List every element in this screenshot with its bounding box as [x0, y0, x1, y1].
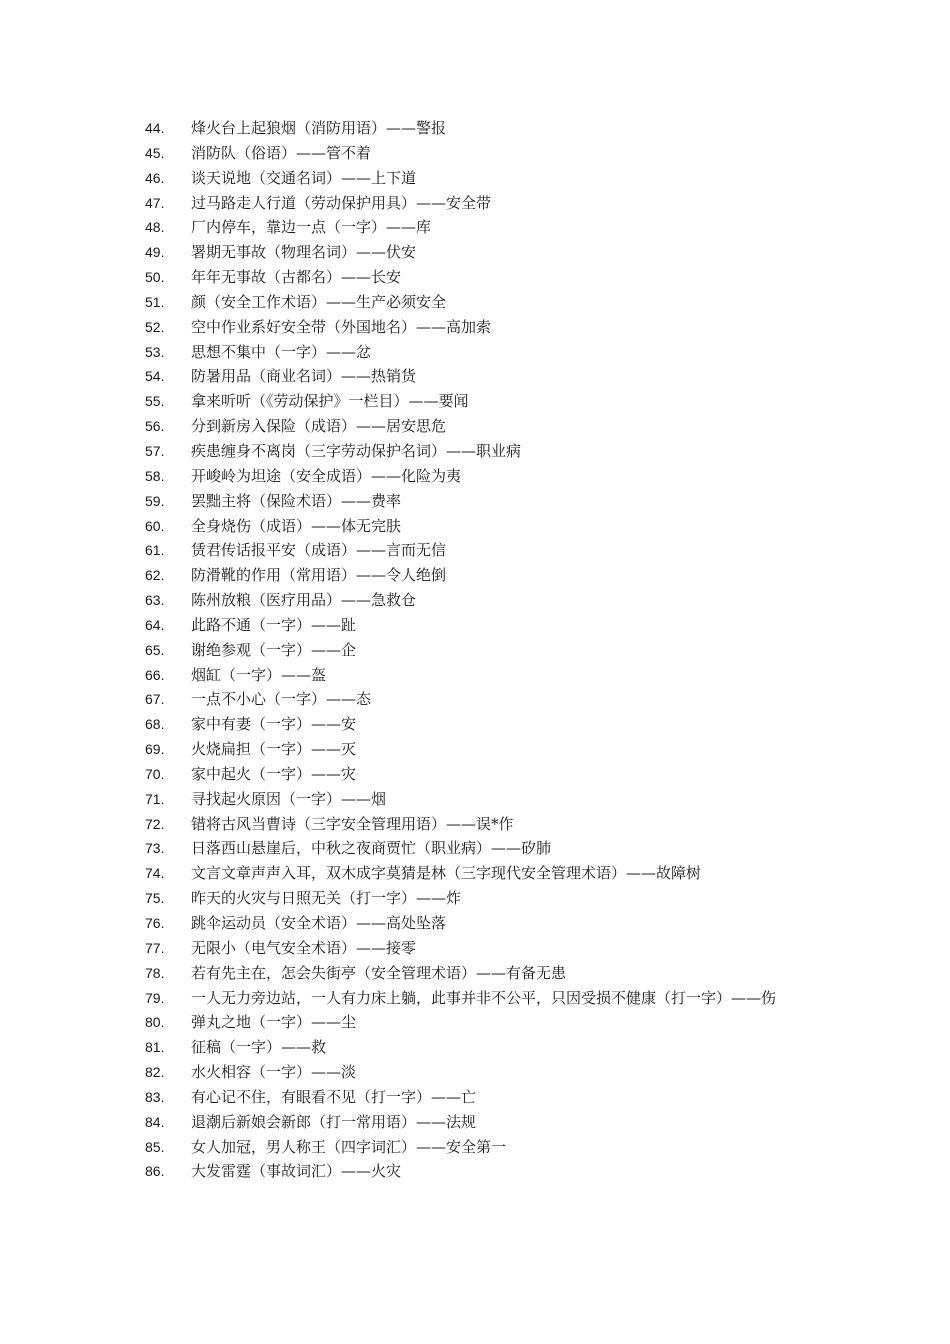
item-number: 49. — [145, 244, 165, 261]
list-item — [145, 389, 815, 414]
item-text: 跳伞运动员（安全术语）——高处坠落 — [191, 914, 447, 932]
item-number: 66. — [145, 666, 165, 683]
item-text: 罢黜主将（保险术语）——费率 — [191, 491, 402, 510]
list-item — [145, 1085, 815, 1110]
list-item — [145, 911, 815, 936]
item-number: 51. — [145, 293, 165, 310]
list-item — [145, 191, 815, 216]
item-text: 疾患缠身不离岗（三字劳动保护名词）——职业病 — [191, 441, 522, 460]
item-number: 53. — [145, 343, 165, 360]
item-number: 70. — [145, 765, 165, 782]
item-number: 61. — [145, 542, 165, 559]
item-number: 52. — [145, 318, 165, 335]
list-item — [145, 961, 815, 986]
item-number: 65. — [145, 641, 165, 658]
list-item — [145, 861, 815, 886]
item-text: 陈州放粮（医疗用品）——急救仓 — [191, 591, 417, 610]
item-number: 85. — [145, 1138, 165, 1155]
item-number: 81. — [145, 1039, 165, 1056]
item-text: 颜（安全工作术语）——生产必须安全 — [191, 292, 447, 311]
list-item — [145, 687, 815, 712]
item-number: 83. — [145, 1088, 165, 1105]
item-number: 48. — [145, 219, 165, 236]
item-number: 69. — [145, 741, 165, 758]
list-item — [145, 613, 815, 638]
list-item — [145, 489, 815, 514]
list-item — [145, 215, 815, 240]
list-item — [145, 663, 815, 688]
item-text: 有心记不住，有眼看不见（打一字）——亡 — [191, 1087, 477, 1106]
item-text: 过马路走人行道（劳动保护用具）——安全带 — [191, 193, 492, 212]
item-text: 水火相容（一字）——淡 — [191, 1063, 357, 1082]
item-number: 80. — [145, 1014, 165, 1031]
item-number: 58. — [145, 467, 165, 484]
item-number: 84. — [145, 1113, 165, 1130]
list-item — [145, 836, 815, 861]
item-number: 82. — [145, 1064, 165, 1081]
list-item — [145, 737, 815, 762]
item-text: 退潮后新娘会新郎（打一常用语）——法规 — [191, 1112, 477, 1131]
item-text: 年年无事故（古都名）——长安 — [191, 268, 402, 287]
item-text: 家中有妻（一字）——安 — [191, 715, 357, 734]
item-text: 日落西山悬崖后，中秋之夜商贾忙（职业病）——矽肺 — [191, 839, 552, 858]
item-text: 烟缸（一字）——盔 — [191, 665, 327, 684]
list-item — [145, 315, 815, 340]
list-item — [145, 514, 815, 539]
item-number: 78. — [145, 964, 165, 981]
list-item — [145, 886, 815, 911]
item-text: 空中作业系好安全带（外国地名）——高加索 — [191, 317, 492, 336]
item-number: 68. — [145, 716, 165, 733]
list-item — [145, 240, 815, 265]
list-item — [145, 538, 815, 563]
list-item — [145, 812, 815, 837]
list-item — [145, 1035, 815, 1060]
item-text: 征稿（一字）——救 — [191, 1038, 327, 1057]
item-text: 厂内停车，靠边一点（一字）——库 — [191, 218, 432, 237]
item-number: 75. — [145, 890, 165, 907]
item-number: 63. — [145, 592, 165, 609]
list-item — [145, 265, 815, 290]
item-number: 47. — [145, 194, 165, 211]
item-text: 署期无事故（物理名词）——伏安 — [191, 243, 417, 262]
item-number: 44. — [145, 120, 165, 136]
item-text: 开峻岭为坦途（安全成语）——化险为夷 — [191, 466, 462, 485]
item-text: 大发雷霆（事故词汇）——火灾 — [191, 1162, 402, 1181]
list-item — [145, 1110, 815, 1135]
item-number: 74. — [145, 865, 165, 882]
riddle-list — [145, 116, 815, 1184]
item-text: 家中起火（一字）——灾 — [191, 764, 357, 783]
list-item — [145, 712, 815, 737]
item-number: 60. — [145, 517, 165, 534]
list-item — [145, 439, 815, 464]
item-number: 62. — [145, 567, 165, 584]
item-text: 烽火台上起狼烟（消防用语）——警报 — [191, 119, 447, 137]
item-number: 86. — [145, 1163, 165, 1180]
item-text: 一点不小心（一字）——态 — [191, 690, 372, 709]
list-item — [145, 1060, 815, 1085]
item-text: 错将古风当曹诗（三字安全管理用语）——误*作 — [191, 814, 514, 833]
item-text: 全身烧伤（成语）——体无完肤 — [191, 516, 402, 535]
item-text: 寻找起火原因（一字）——烟 — [191, 789, 387, 808]
list-item — [145, 364, 815, 389]
list-item — [145, 638, 815, 663]
item-text: 思想不集中（一字）——忿 — [191, 342, 372, 361]
item-text: 防暑用品（商业名词）——热销货 — [191, 367, 417, 386]
item-text: 昨天的火灾与日照无关（打一字）——炸 — [191, 889, 462, 908]
item-text: 弹丸之地（一字）——尘 — [191, 1013, 357, 1032]
item-text: 消防队（俗语）——管不着 — [191, 143, 372, 162]
list-item — [145, 1159, 815, 1184]
list-item — [145, 141, 815, 166]
item-text: 女人加冠，男人称王（四字词汇）——安全第一 — [191, 1137, 507, 1156]
list-item — [145, 762, 815, 787]
list-item — [145, 166, 815, 191]
item-text: 谢绝参观（一字）——企 — [191, 640, 357, 659]
list-item — [145, 986, 815, 1011]
item-number: 67. — [145, 691, 165, 708]
item-text: 无限小（电气安全术语）——接零 — [191, 938, 417, 957]
item-text: 防滑靴的作用（常用语）——令人绝倒 — [191, 566, 447, 585]
item-number: 59. — [145, 492, 165, 509]
list-item — [145, 563, 815, 588]
item-text: 若有先主在，怎会失街亭（安全管理术语）——有备无患 — [191, 963, 567, 982]
list-item — [145, 588, 815, 613]
list-item — [145, 1135, 815, 1160]
list-item — [145, 787, 815, 812]
list-item — [145, 464, 815, 489]
item-number: 73. — [145, 840, 165, 857]
item-text: 火烧扁担（一字）——灭 — [191, 740, 357, 759]
item-number: 76. — [145, 915, 165, 931]
item-text: 文言文章声声入耳，双木成字莫猜是林（三字现代安全管理术语）——故障树 — [191, 864, 702, 883]
list-item — [145, 116, 815, 141]
item-number: 55. — [145, 393, 165, 410]
item-number: 77. — [145, 939, 165, 956]
item-number: 56. — [145, 418, 165, 435]
list-item — [145, 414, 815, 439]
item-number: 46. — [145, 169, 165, 186]
item-text: 拿来听听（《劳动保护》一栏目）——要闻 — [191, 392, 469, 411]
list-item — [145, 1010, 815, 1035]
item-number: 50. — [145, 269, 165, 286]
item-text: 谈天说地（交通名词）——上下道 — [191, 168, 417, 187]
item-number: 45. — [145, 144, 165, 161]
item-number: 54. — [145, 368, 165, 385]
list-item — [145, 936, 815, 961]
list-item — [145, 340, 815, 365]
item-number: 71. — [145, 790, 165, 807]
item-number: 72. — [145, 815, 165, 832]
item-text: 此路不通（一字）——趾 — [191, 615, 357, 634]
list-item — [145, 290, 815, 315]
item-number: 79. — [145, 989, 165, 1006]
item-number: 57. — [145, 442, 165, 459]
item-text: 赁君传话报平安（成语）——言而无信 — [191, 541, 447, 560]
item-text: 分到新房入保险（成语）——居安思危 — [191, 417, 447, 436]
item-number: 64. — [145, 616, 165, 633]
item-text: 一人无力旁边站，一人有力床上躺，此事并非不公平，只因受损不健康（打一字）——伤 — [191, 988, 777, 1007]
